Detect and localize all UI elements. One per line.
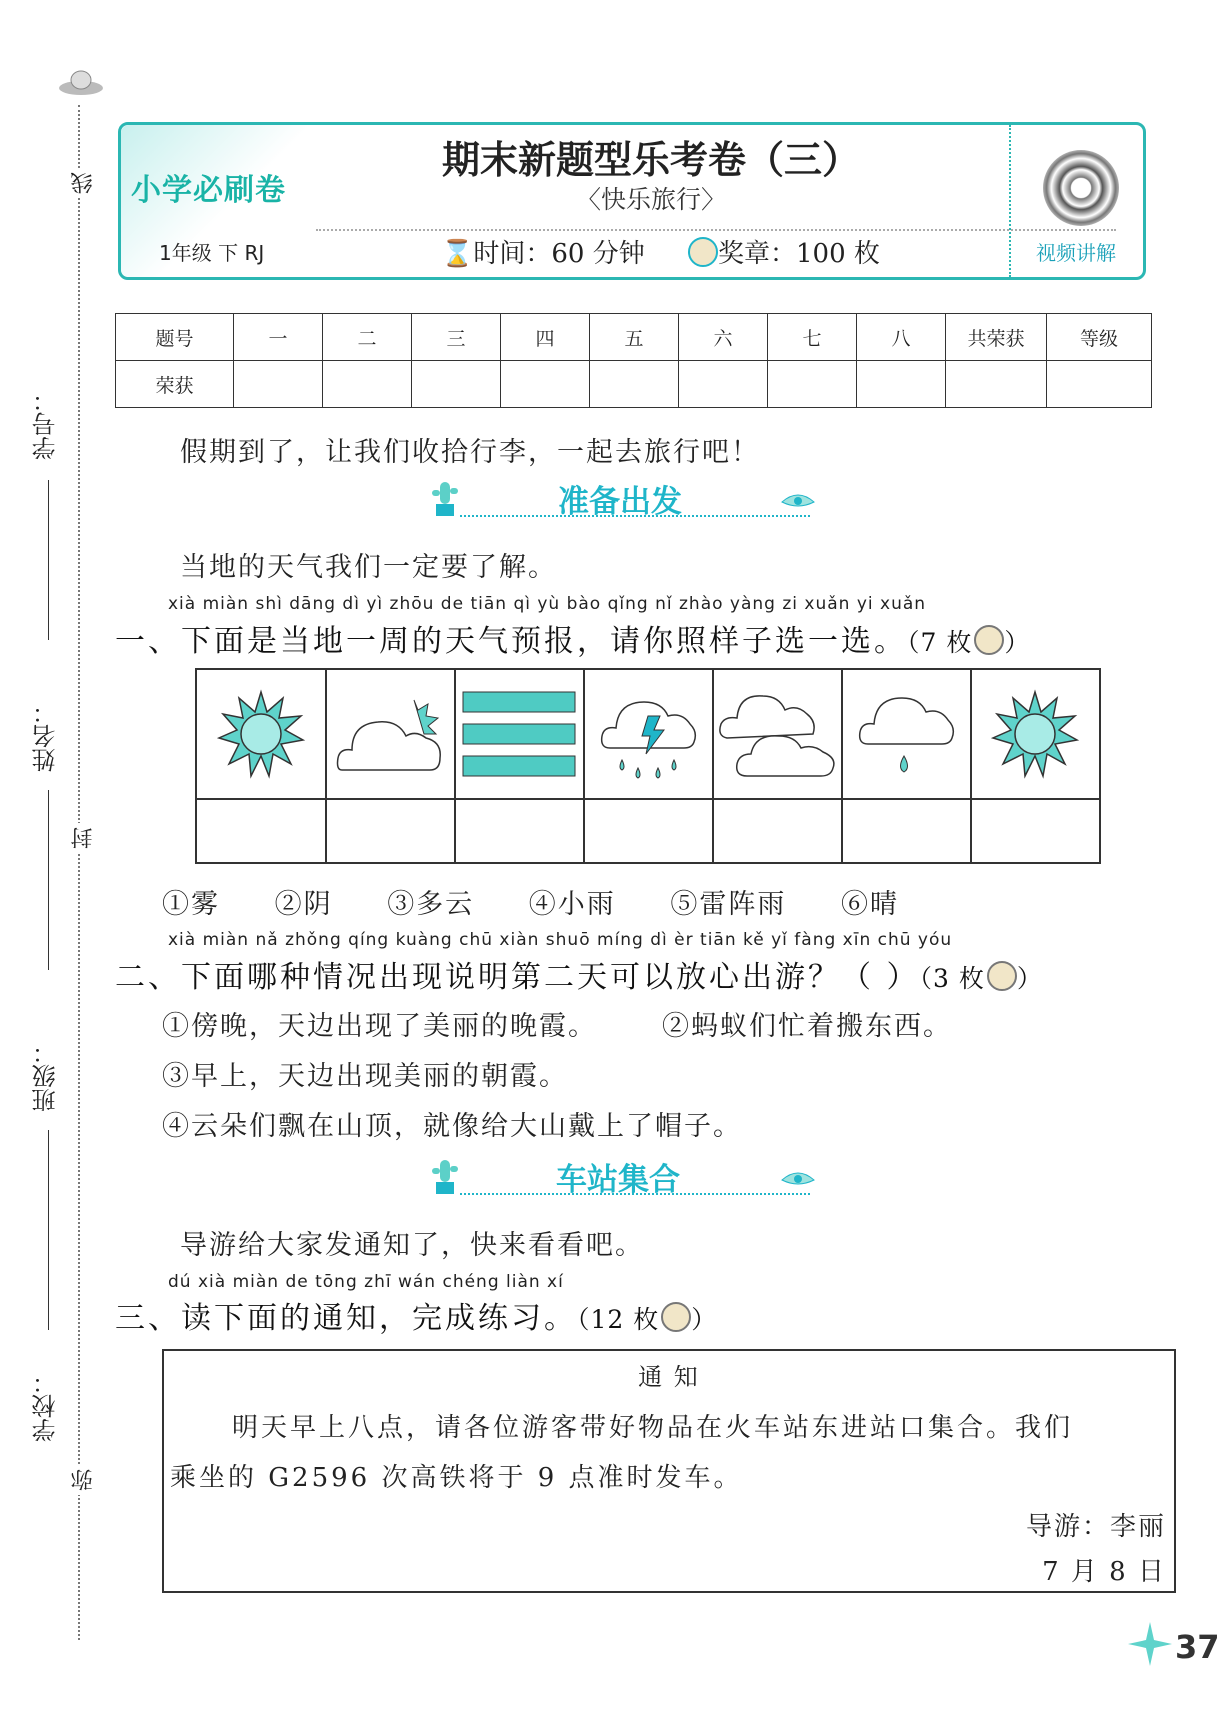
- score-row-label: 荣获: [116, 361, 234, 408]
- q1-text: 一、下面是当地一周的天气预报，请你照样子选一选。: [115, 624, 907, 659]
- student-name-label: 姓名：: [32, 700, 60, 772]
- q3-text: 三、读下面的通知，完成练习。: [115, 1301, 577, 1336]
- cloudy-sun-icon: [334, 692, 446, 777]
- score-header-cell: 题号: [116, 314, 234, 361]
- q1-points: （7 枚: [907, 628, 973, 657]
- award-medal-icon: [661, 1302, 691, 1332]
- score-cell[interactable]: [234, 361, 323, 408]
- q1-option: ②阴: [274, 889, 333, 920]
- q1-option: ④小雨: [528, 889, 616, 920]
- award-medal-icon: [987, 961, 1017, 991]
- score-table-header-row: [116, 314, 1152, 361]
- weather-cell-3: [455, 670, 585, 862]
- page-number: 37: [1175, 1628, 1220, 1666]
- score-cell[interactable]: [768, 361, 857, 408]
- student-name-field[interactable]: [48, 790, 49, 970]
- score-header-cell: 四: [501, 314, 590, 361]
- award-medal-icon: [688, 237, 718, 267]
- score-header-cell: 共荣获: [946, 314, 1047, 361]
- score-cell[interactable]: [1047, 361, 1152, 408]
- time-label: 时间：60 分钟: [473, 239, 645, 269]
- score-header-cell: 五: [590, 314, 679, 361]
- exam-subtitle: 〈快乐旅行〉: [575, 185, 726, 214]
- score-header-cell: 三: [412, 314, 501, 361]
- q1-option: ⑤雷阵雨: [670, 889, 787, 920]
- fog-icon: [461, 690, 577, 780]
- score-header-cell: 一: [234, 314, 323, 361]
- q1-option: ⑥晴: [840, 889, 899, 920]
- eye-icon: [780, 488, 816, 514]
- light-rain-icon: [856, 688, 956, 788]
- section-title-prepare: 准备出发: [558, 484, 682, 520]
- section2-lead: 导游给大家发通知了，快来看看吧。: [180, 1230, 644, 1261]
- hourglass-icon: ⌛: [441, 239, 474, 269]
- class-label: 班级：: [32, 1040, 60, 1112]
- seal-mark-xian: 线: [68, 168, 99, 198]
- sunny-icon: [217, 690, 305, 778]
- q2-choice-3: ③早上，天边出现美丽的朝霞。: [162, 1061, 568, 1092]
- score-cell[interactable]: [857, 361, 946, 408]
- header-vertical-divider: [1009, 125, 1011, 277]
- exam-title: 期末新题型乐考卷（三）: [441, 137, 860, 182]
- answer-row-divider: [197, 798, 1099, 800]
- q2-choice-2: ②蚂蚁们忙着搬东西。: [662, 1011, 952, 1042]
- section1-lead: 当地的天气我们一定要了解。: [180, 552, 557, 583]
- score-cell[interactable]: [946, 361, 1047, 408]
- q1-options: [162, 882, 899, 921]
- weather-cell-4: [584, 670, 714, 862]
- section-title-station: 车站集合: [556, 1162, 680, 1198]
- score-header-cell: 八: [857, 314, 946, 361]
- seal-mark-mi: 弥: [68, 1465, 99, 1495]
- weather-cell-2: [326, 670, 456, 862]
- cactus-icon: [428, 1156, 462, 1200]
- q1-points-end: ）: [1004, 628, 1033, 657]
- q3-pinyin: dú xià miàn de tōng zhī wán chéng liàn xí: [168, 1272, 564, 1292]
- q1-option: ①雾: [162, 889, 220, 920]
- q2-pinyin: xià miàn nǎ zhǒng qíng kuàng chū xiàn shuō míng dì èr tiān kě yǐ fàng xīn chū yóu: [168, 930, 953, 950]
- intro-text: 假期到了，让我们收拾行李，一起去旅行吧！: [180, 437, 760, 468]
- score-header-cell: 六: [679, 314, 768, 361]
- sunny-icon: [991, 690, 1079, 778]
- score-table-row: [116, 361, 1152, 408]
- video-explanation-link[interactable]: 视频讲解: [1036, 241, 1116, 265]
- binding-dotted-line: [78, 105, 80, 1640]
- cactus-icon: [428, 478, 462, 522]
- school-label: 学校：: [32, 1370, 60, 1442]
- eye-icon: [780, 1166, 816, 1192]
- q2-choice-4: ④云朵们飘在山顶，就像给大山戴上了帽子。: [162, 1111, 742, 1142]
- notice-line-2: 乘坐的 G2596 次高铁将于 9 点准时发车。: [170, 1463, 743, 1493]
- class-field[interactable]: [48, 1130, 49, 1330]
- overcast-icon: [717, 688, 839, 780]
- award-info: [686, 233, 880, 270]
- award-label: 奖章：100 枚: [718, 239, 880, 269]
- q1-pinyin: xià miàn shì dāng dì yì zhōu de tiān qì yù bào qǐng nǐ zhào yàng zi xuǎn yi xuǎn: [168, 594, 927, 614]
- q3-points-end: ）: [691, 1305, 720, 1334]
- q2-points: （3 枚: [919, 964, 985, 993]
- score-cell[interactable]: [412, 361, 501, 408]
- score-header-cell: 七: [768, 314, 857, 361]
- notice-signature: 导游：李丽: [1025, 1512, 1166, 1542]
- weather-cell-6: [842, 670, 972, 862]
- time-info: [441, 233, 645, 270]
- score-table: [115, 313, 1152, 408]
- weather-cell-5: [713, 670, 843, 862]
- weather-cell-7: [971, 670, 1099, 862]
- student-number-label: 学号：: [32, 388, 60, 460]
- q3-prompt: [115, 1293, 719, 1337]
- award-medal-icon: [974, 625, 1004, 655]
- qr-code-icon[interactable]: [1043, 150, 1119, 226]
- q2-answer-blank[interactable]: [615, 950, 725, 990]
- notice-box: [162, 1349, 1176, 1593]
- score-header-cell: 等级: [1047, 314, 1152, 361]
- q2-points-end: ）: [1016, 964, 1045, 993]
- student-number-field[interactable]: [48, 480, 49, 640]
- notice-title: 通 知: [638, 1363, 700, 1391]
- brand-name: 小学必刷卷: [131, 173, 286, 208]
- weather-cell-1: [197, 670, 327, 862]
- exam-header: [118, 122, 1146, 280]
- grade-label: 1年级 下 RJ: [159, 241, 265, 265]
- notice-date: 7 月 8 日: [1042, 1557, 1166, 1587]
- seal-mark-feng: 封: [68, 823, 99, 853]
- header-divider: [316, 229, 1116, 231]
- score-cell[interactable]: [590, 361, 679, 408]
- sparkle-icon: [1128, 1622, 1172, 1670]
- score-cell[interactable]: [679, 361, 768, 408]
- q2-prompt: [115, 952, 1045, 996]
- q2-choice-1: ①傍晚，天边出现了美丽的晚霞。: [162, 1011, 597, 1042]
- q3-points: （12 枚: [577, 1305, 660, 1334]
- ufo-icon: [56, 68, 106, 98]
- notice-line-1: 明天早上八点，请各位游客带好物品在火车站东进站口集合。我们: [232, 1413, 1074, 1443]
- q1-prompt: [115, 616, 1032, 660]
- weather-forecast-grid: [195, 668, 1101, 864]
- q1-option: ③多云: [387, 889, 475, 920]
- score-cell[interactable]: [501, 361, 590, 408]
- score-header-cell: 二: [323, 314, 412, 361]
- score-cell[interactable]: [323, 361, 412, 408]
- thunderstorm-icon: [598, 688, 698, 788]
- q2-text: 二、下面哪种情况出现说明第二天可以放心出游？（ ）: [115, 960, 920, 995]
